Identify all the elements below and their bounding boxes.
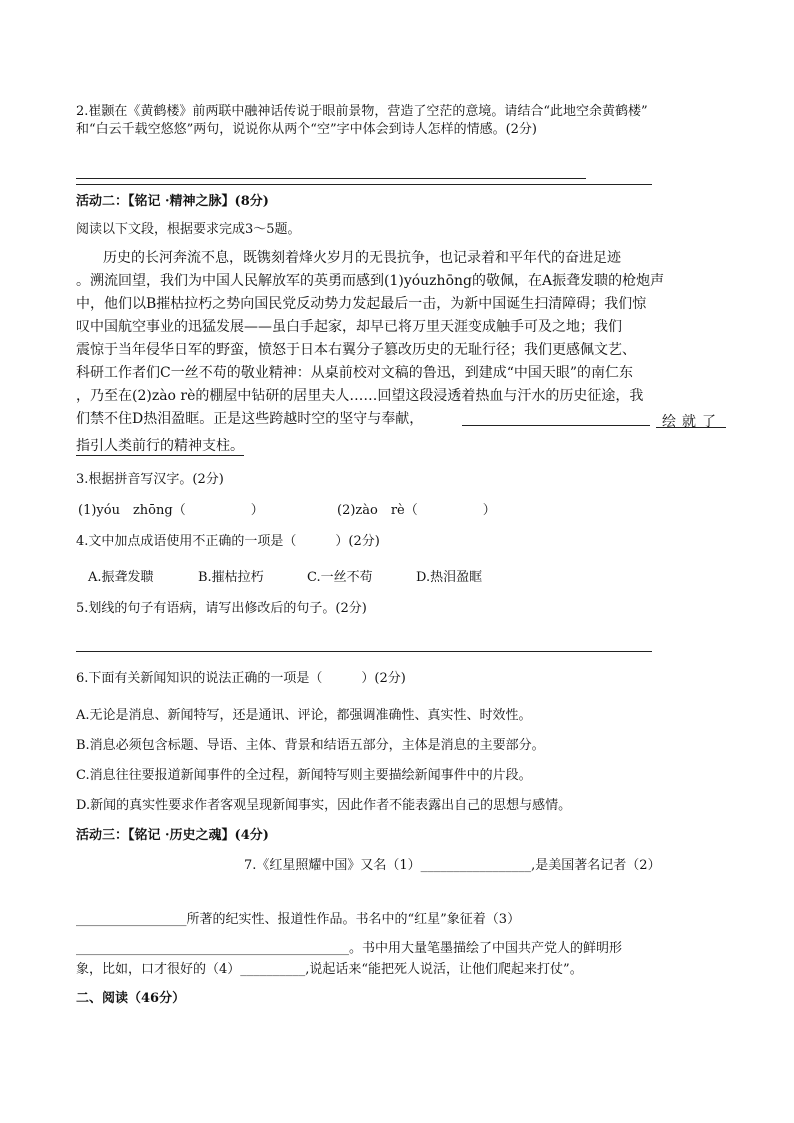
q4-option-b[interactable]: B.摧枯拉朽: [198, 570, 264, 585]
answer-line-q5[interactable]: [76, 651, 652, 652]
passage-line-5: 震惊于当年侵华日军的野蛮，愤怒于日本右翼分子篡改历史的无耻行径；我们更感佩文艺、: [76, 342, 636, 358]
q6-option-a[interactable]: A.无论是消息、新闻特写，还是通讯、评论，都强调准确性、真实性、时效性。: [76, 708, 532, 723]
q2-line-1: 2.崔颢在《黄鹤楼》前两联中融神话传说于眼前景物，营造了空茫的意境。请结合“此地空余黄鹤楼”: [76, 104, 648, 119]
q7-line-1: 7.《红星照耀中国》又名（1）_________________,是美国著名记者（2）: [244, 858, 661, 873]
q3-stem: 3.根据拼音写汉字。(2分): [76, 472, 224, 487]
underline-tail: [656, 427, 726, 428]
passage-tail-underlined: 绘就了: [662, 414, 722, 430]
answer-line-q2-b[interactable]: [76, 184, 652, 185]
q7-line-4: 象，比如，口才很好的（4）__________,说起话来“能把死人说活，让他们爬起来打仗”。: [76, 962, 583, 977]
q4-option-c[interactable]: C.一丝不苟: [307, 570, 373, 585]
q4-option-a[interactable]: A.振聋发聩: [88, 570, 154, 585]
passage-line-1: 历史的长河奔流不息，既镌刻着烽火岁月的无畏抗争，也记录着和平年代的奋进足迹: [103, 250, 621, 266]
answer-line-q2-a[interactable]: [76, 178, 586, 179]
q6-option-c[interactable]: C.消息往往要报道新闻事件的全过程，新闻特写则主要描绘新闻事件中的片段。: [76, 768, 532, 783]
passage-line-7: ，乃至在(2)zào rè的棚屋中钻研的居里夫人……回望这段浸透着热血与汗水的历史征途，我: [76, 388, 644, 404]
q4-option-d[interactable]: D.热泪盈眶: [416, 570, 483, 585]
q6-stem: 6.下面有关新闻知识的说法正确的一项是（ ）(2分): [76, 671, 406, 686]
q2-line-2: 和“白云千载空悠悠”两句，说说你从两个“空”字中体会到诗人怎样的情感。(2分): [76, 122, 537, 137]
passage-line-8: 们禁不住D热泪盈眶。正是这些跨越时空的坚守与奉献，: [76, 411, 424, 427]
q6-option-b[interactable]: B.消息必须包含标题、导语、主体、背景和结语五部分，主体是消息的主要部分。: [76, 738, 545, 753]
q3-item-1[interactable]: (1)yóu zhōng（ ）: [78, 503, 264, 518]
q7-line-3: __________________________________________。书中用大量笔墨描绘了中国共产党人的鲜明形: [76, 941, 623, 956]
section2-heading: 二、阅读（46分）: [76, 991, 186, 1006]
passage-line-6: 科研工作者们C一丝不苟的敬业精神：从桌前校对文稿的鲁迅，到建成“中国天眼”的南仁东: [76, 365, 634, 381]
passage-line-9: 指引人类前行的精神支柱。: [76, 435, 244, 456]
activity3-heading: 活动三：【铭记 ·历史之魂】(4分): [76, 828, 269, 843]
activity2-heading: 活动二：【铭记 ·精神之脉】(8分): [76, 194, 269, 209]
passage-line-4: 叹中国航空事业的迅猛发展——虽白手起家，却早已将万里天涯变成触手可及之地；我们: [76, 319, 622, 335]
q7-line-2: _________________所著的纪实性、报道性作品。书名中的“红星”象征着（3）: [76, 912, 521, 927]
underline-gap: [462, 425, 650, 426]
q3-item-2[interactable]: (2)zào rè（ ）: [337, 503, 496, 518]
q6-option-d[interactable]: D.新闻的真实性要求作者客观呈现新闻事实，因此作者不能表露出自己的思想与感情。: [76, 798, 572, 813]
passage-line-3: 中，他们以B摧枯拉朽之势向国民党反动势力发起最后一击，为新中国诞生扫清障碍；我们惊: [76, 296, 647, 312]
q4-stem: 4.文中加点成语使用不正确的一项是（ ）(2分): [76, 534, 380, 549]
activity2-instruction: 阅读以下文段，根据要求完成3～5题。: [76, 222, 301, 237]
q5-stem: 5.划线的句子有语病，请写出修改后的句子。(2分): [76, 601, 367, 616]
passage-line-2: 。溯流回望，我们为中国人民解放军的英勇而感到(1)yóuzhōng的敬佩，在A振聋发聩的枪炮声: [76, 273, 665, 289]
